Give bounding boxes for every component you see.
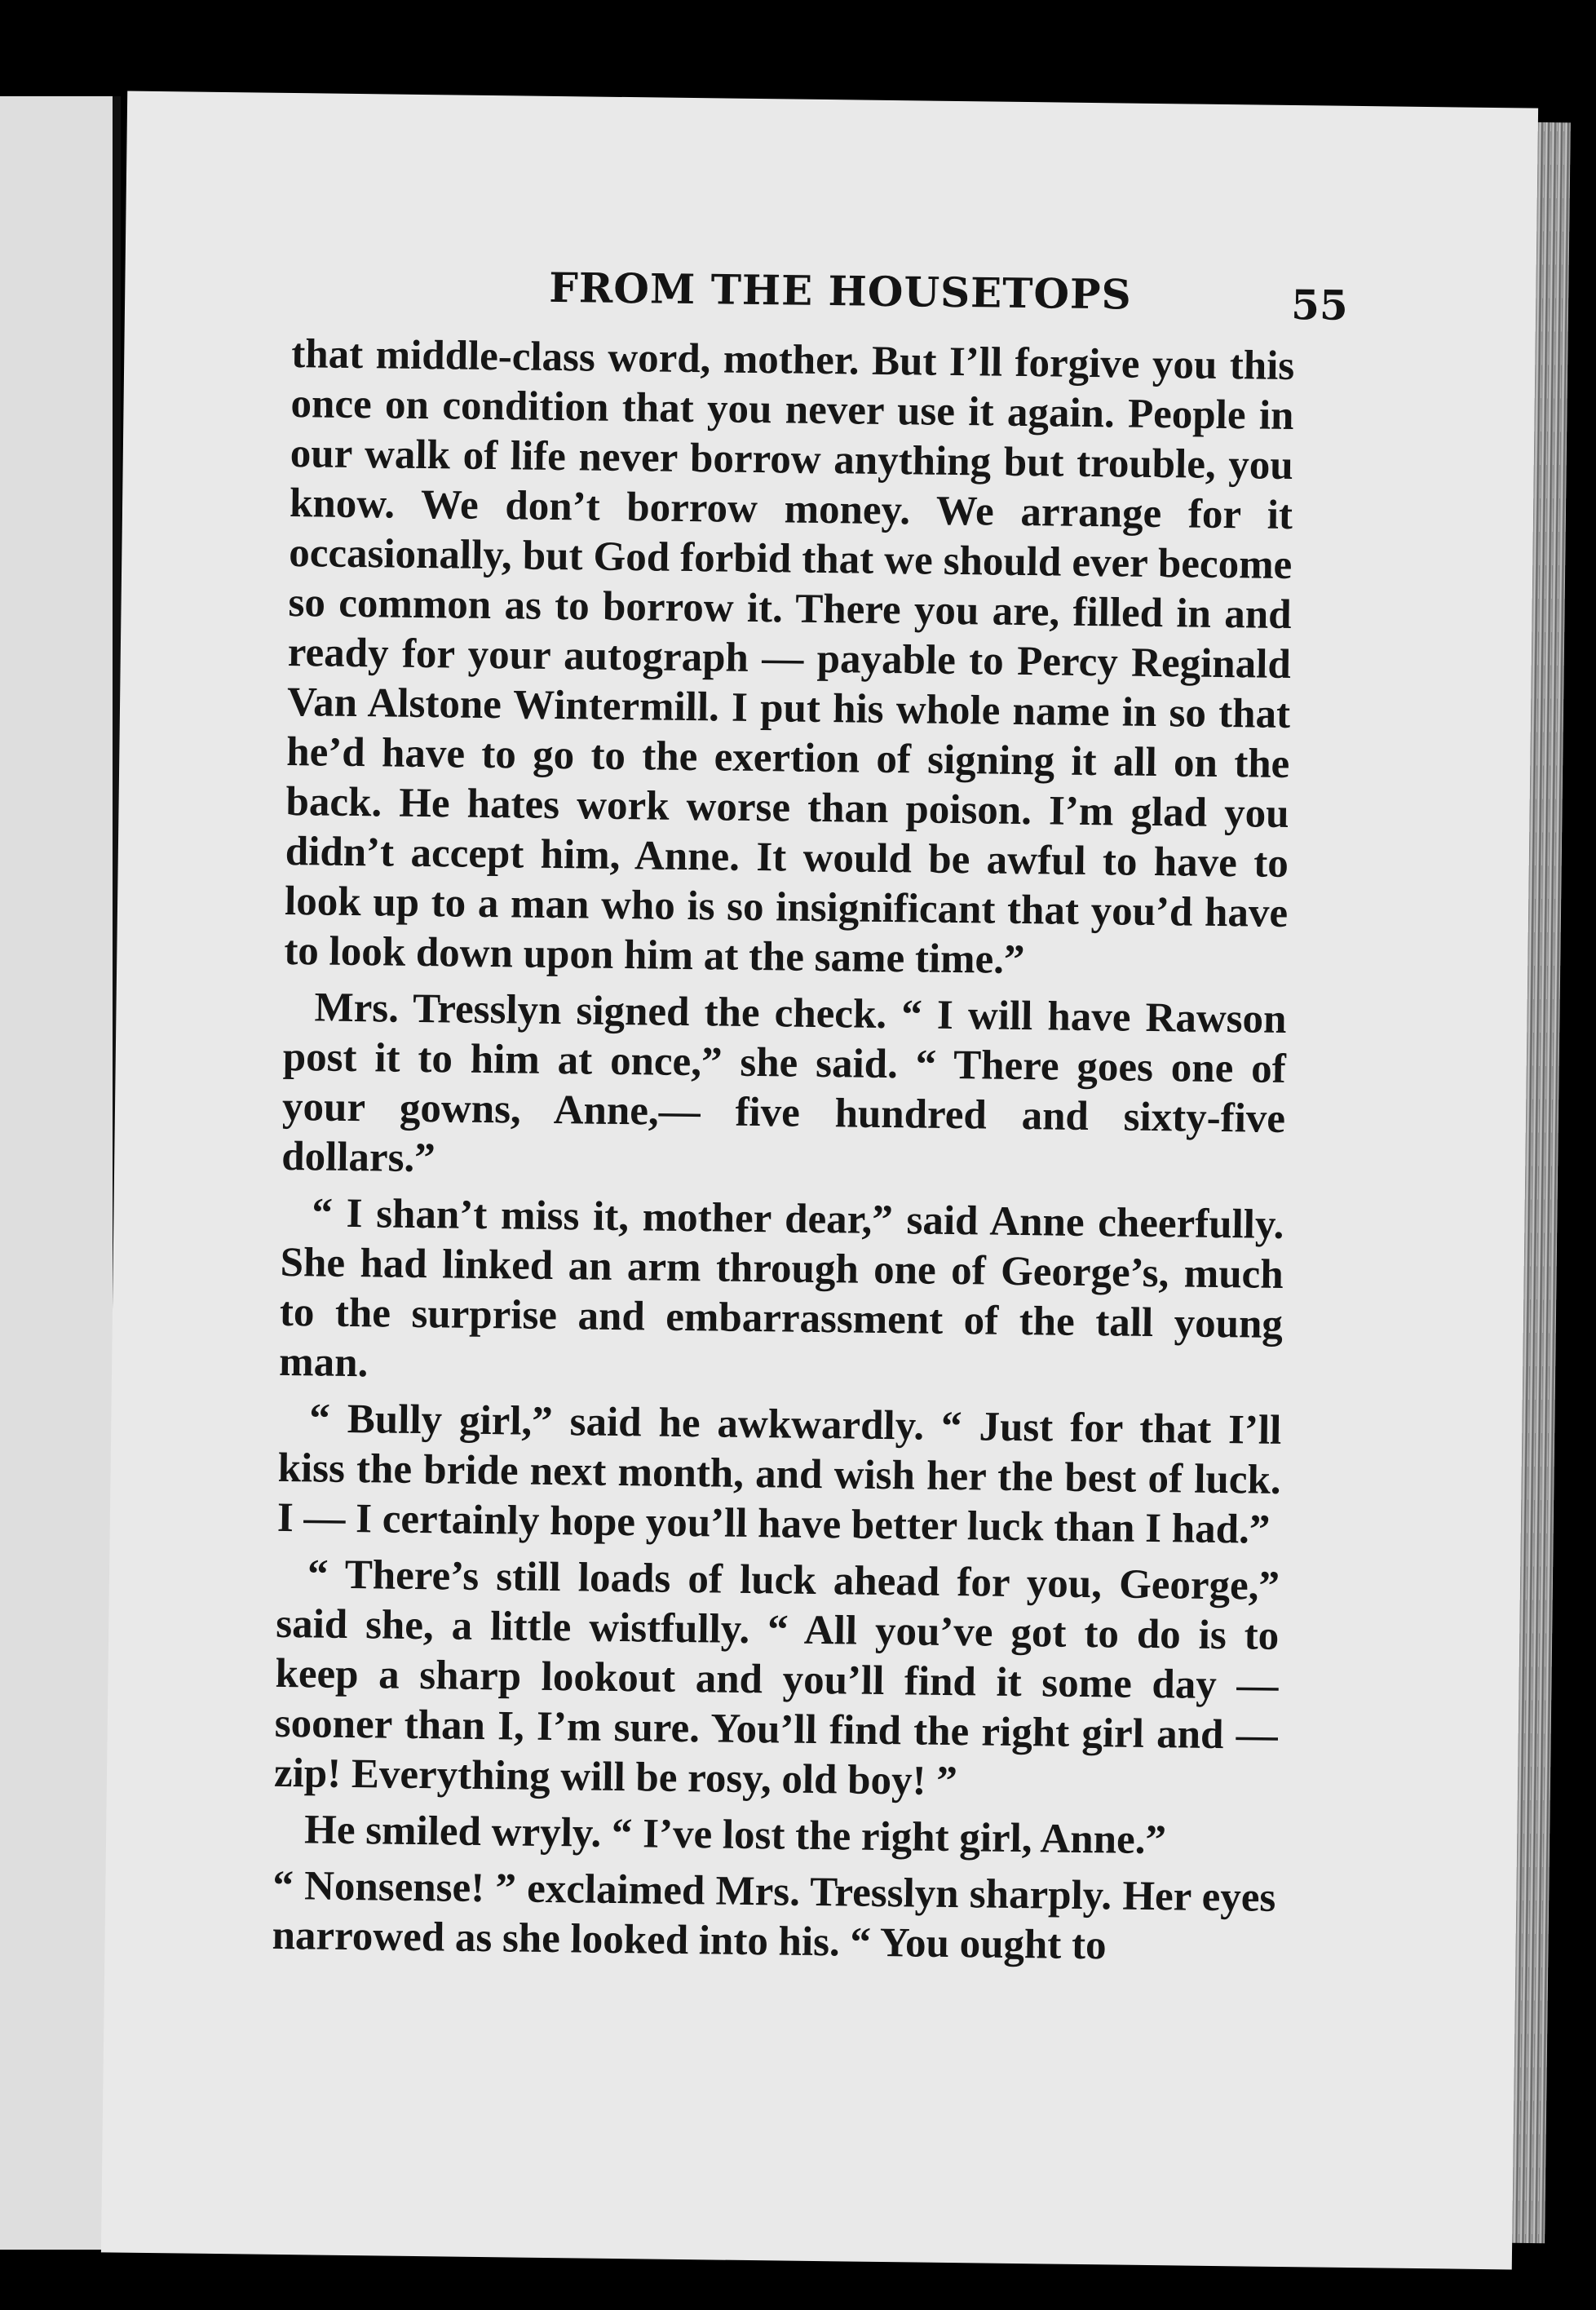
page-number: 55 (1290, 280, 1349, 330)
running-head (125, 259, 1536, 333)
paragraph: “ I shan’t miss it, mother dear,” said Anne cheerfully. She had linked an arm through one of George’s, much to the surprise and embarrassment of the tall young man. (278, 1190, 1284, 1387)
paragraph: that middle-class word, mother. But I’ll forgive you this once on condition that you never use it again. People in our walk of life never borrow anything but trouble, you know. We don’t borrow money. We arrange for it occasionally, but God forbid that we should ever become so common as to borrow it. There you are, filled in and ready for your autograph — payable to Percy Reginald Van Alstone Wintermill. I put his whole name in so that he’d have to go to the exertion of signing it all on the back. He hates work worse than poison. I’m glad you didn’t accept him, Anne. It would be awful to have to look up to a man who is so insignificant that you’d have to look down upon him at the same time.” (284, 331, 1295, 984)
paragraph: “ Bully girl,” said he awkwardly. “ Just for that I’ll kiss the bride next month, and wish her the best of luck. I — I certainly hope you’ll have better luck than I had.” (276, 1396, 1282, 1553)
facing-page-edge (0, 96, 121, 2250)
paragraph: He smiled wryly. “ I’ve lost the right girl, Anne.” (303, 1807, 1167, 1864)
running-title: FROM THE HOUSETOPS (548, 263, 1133, 319)
paragraph: “ Nonsense! ” exclaimed Mrs. Tresslyn sharply. Her eyes narrowed as she looked into his. “ You ought to (272, 1862, 1276, 1969)
book-page (101, 91, 1538, 2270)
paragraph: “ There’s still loads of luck ahead for you, George,” said she, a little wistfully. “ All you’ve got to do is to keep a sharp lookout and you’ll find it some day — sooner than I, I’m sure. You’ll find the right girl and — zip! Everything will be rosy, old boy! ” (273, 1551, 1280, 1805)
body-text (272, 330, 1294, 1980)
paragraph: Mrs. Tresslyn signed the check. “ I will have Rawson post it to him at once,” she said. “ There goes one of your gowns, Anne,— five hundred and sixty-five dollars.” (281, 985, 1287, 1182)
